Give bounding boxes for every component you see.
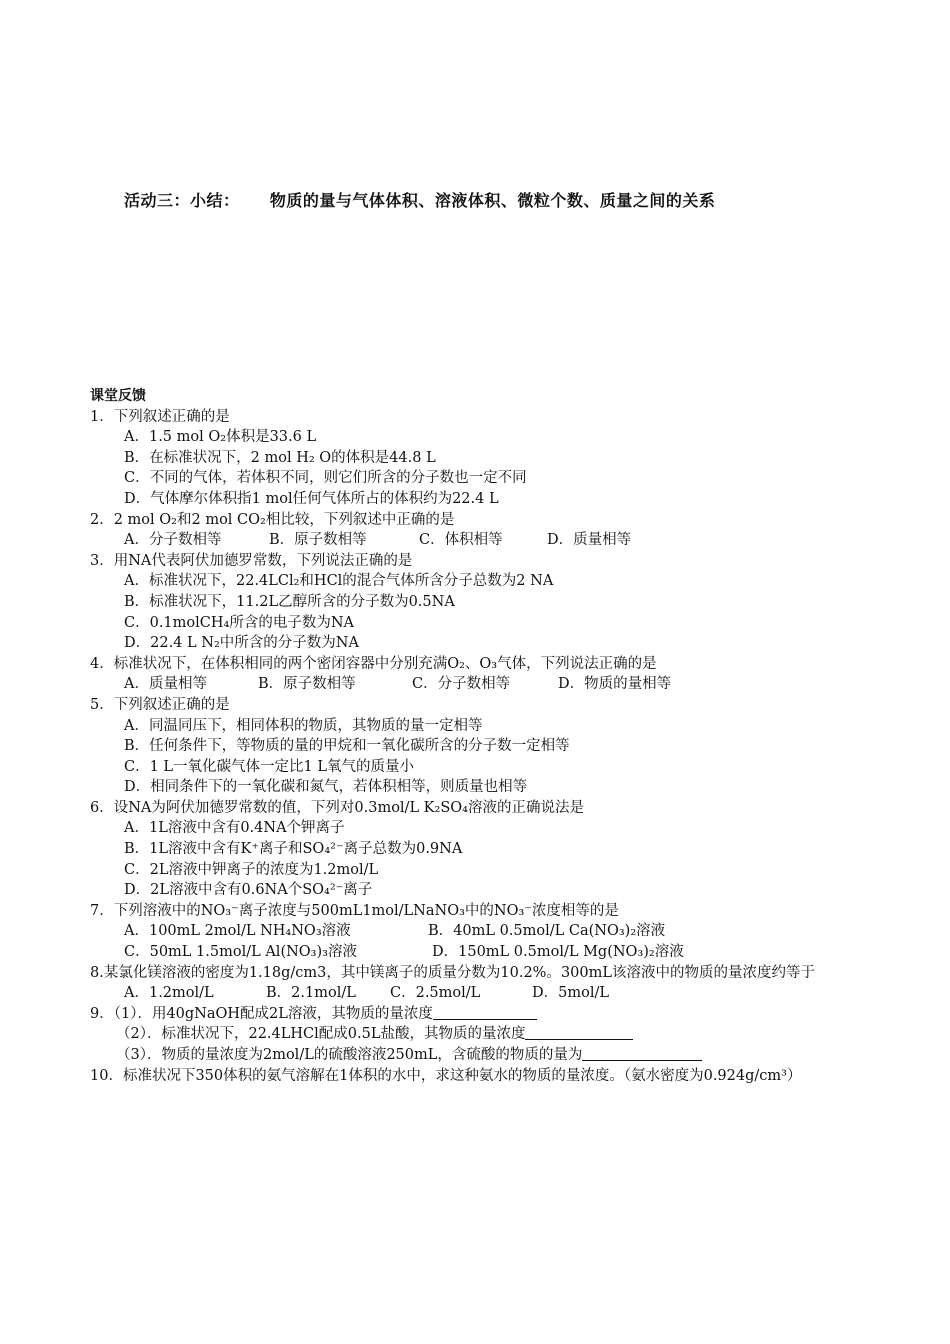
question-5-option-b: B．任何条件下，等物质的量的甲烷和一氧化碳所含的分子数一定相等: [124, 738, 570, 755]
question-2-option-b: B．原子数相等: [269, 532, 367, 549]
question-3-option-a: A．标准状况下，22.4LCl₂和HCl的混合气体所含分子总数为2 NA: [124, 573, 554, 590]
question-9-part-1-text: 9．（1）．用40gNaOH配成2L溶液，其物质的量浓度: [90, 1005, 433, 1022]
answer-blank-3[interactable]: [582, 1046, 702, 1061]
feedback-section: [90, 386, 870, 1086]
question-3-option-b: B．标准状况下，11.2L乙醇所含的分子数为0.5NA: [124, 593, 455, 610]
question-3-option-c: C．0.1molCH₄所含的电子数为NA: [124, 614, 354, 631]
question-5-option-a: A．同温同压下，相同体积的物质，其物质的量一定相等: [124, 717, 483, 734]
question-8-option-a: A．1.2mol/L: [124, 985, 214, 1002]
question-10-text: 10．标准状况下350体积的氨气溶解在1体积的水中，求这种氨水的物质的量浓度。（氨水密度为0.924g/cm³）: [90, 1067, 802, 1084]
question-4-option-b: B．原子数相等: [258, 676, 356, 693]
question-3-option-d: D．22.4 L N₂中所含的分子数为NA: [124, 635, 359, 652]
question-1-option-c: C．不同的气体，若体积不同，则它们所含的分子数也一定不同: [124, 470, 527, 487]
question-6-option-d: D．2L溶液中含有0.6NA个SO₄²⁻离子: [124, 882, 373, 899]
question-8-option-c: C．2.5mol/L: [390, 985, 481, 1002]
question-1-option-b: B．在标准状况下，2 mol H₂ O的体积是44.8 L: [124, 449, 436, 466]
activity-title: 物质的量与气体体积、溶液体积、微粒个数、质量之间的关系: [269, 191, 716, 210]
question-8-option-d: D．5mol/L: [532, 985, 609, 1002]
question-2-option-d: D．质量相等: [547, 532, 632, 549]
question-2-option-c: C．体积相等: [419, 532, 503, 549]
question-9-part-1: [90, 1004, 870, 1025]
question-7-options-cd: [90, 942, 870, 963]
question-9-part-2-text: （2）．标准状况下，22.4LHCl配成0.5L盐酸，其物质的量浓度: [116, 1026, 526, 1043]
question-6-option-a: A．1L溶液中含有0.4NA个钾离子: [124, 820, 345, 837]
question-6-option-c: C．2L溶液中钾离子的浓度为1.2mol/L: [124, 861, 379, 878]
question-5-stem: 5．下列叙述正确的是: [90, 696, 230, 713]
question-4-option-a: A．质量相等: [124, 676, 207, 693]
question-1-option-d: D．气体摩尔体积指1 mol任何气体所占的体积约为22.4 L: [124, 490, 499, 507]
question-7-stem: 7．下列溶液中的NO₃⁻离子浓度与500mL1mol/LNaNO₃中的NO₃⁻浓度相等的是: [90, 902, 619, 919]
question-8-option-b: B．2.1mol/L: [266, 985, 356, 1002]
question-2-stem: 2．2 mol O₂和2 mol CO₂相比较，下列叙述中正确的是: [90, 511, 455, 528]
question-4-option-d: D．物质的量相等: [558, 676, 672, 693]
question-7-option-b: B．40mL 0.5mol/L Ca(NO₃)₂溶液: [428, 923, 666, 940]
question-3-stem: 3．用NA代表阿伏加德罗常数，下列说法正确的是: [90, 552, 413, 569]
question-7-option-a: A．100mL 2mol/L NH₄NO₃溶液: [124, 923, 351, 940]
question-8-stem: 8.某氯化镁溶液的密度为1.18g/cm3，其中镁离子的质量分数为10.2%。300mL该溶液中的物质的量浓度约等于: [90, 964, 815, 981]
question-1-option-a: A．1.5 mol O₂体积是33.6 L: [124, 429, 317, 446]
question-4-options: [90, 674, 870, 695]
section-title: 课堂反馈: [90, 388, 146, 404]
answer-blank-2[interactable]: [525, 1025, 633, 1040]
question-6-option-b: B．1L溶液中含有K⁺离子和SO₄²⁻离子总数为0.9NA: [124, 841, 463, 858]
question-8-options: [90, 983, 870, 1004]
question-5-option-d: D．相同条件下的一氧化碳和氮气，若体积相等，则质量也相等: [124, 779, 528, 796]
question-9-part-3-text: （3）．物质的量浓度为2mol/L的硫酸溶液250mL，含硫酸的物质的量为: [116, 1047, 583, 1063]
question-5-option-c: C．1 L一氧化碳气体一定比1 L氧气的质量小: [124, 758, 415, 775]
question-4-option-c: C．分子数相等: [412, 676, 511, 693]
question-2-option-a: A．分子数相等: [124, 532, 222, 549]
question-2-options: [90, 530, 870, 551]
question-6-stem: 6．设NA为阿伏加德罗常数的值，下列对0.3mol/L K₂SO₄溶液的正确说法是: [90, 799, 584, 816]
question-1-stem: 1．下列叙述正确的是: [90, 408, 230, 425]
question-9-part-2: [90, 1024, 870, 1045]
question-7-option-c: C．50mL 1.5mol/L Al(NO₃)₃溶液: [124, 944, 357, 961]
answer-blank-1[interactable]: [433, 1005, 537, 1020]
question-9-part-3: [90, 1045, 870, 1066]
activity-heading: [124, 188, 715, 211]
activity-label: 活动三：小结：: [124, 191, 240, 210]
question-4-stem: 4．标准状况下，在体积相同的两个密闭容器中分别充满O₂、O₃气体，下列说法正确的是: [90, 655, 657, 672]
question-7-option-d: D．150mL 0.5mol/L Mg(NO₃)₂溶液: [432, 944, 684, 961]
question-7-options-ab: [90, 921, 870, 942]
